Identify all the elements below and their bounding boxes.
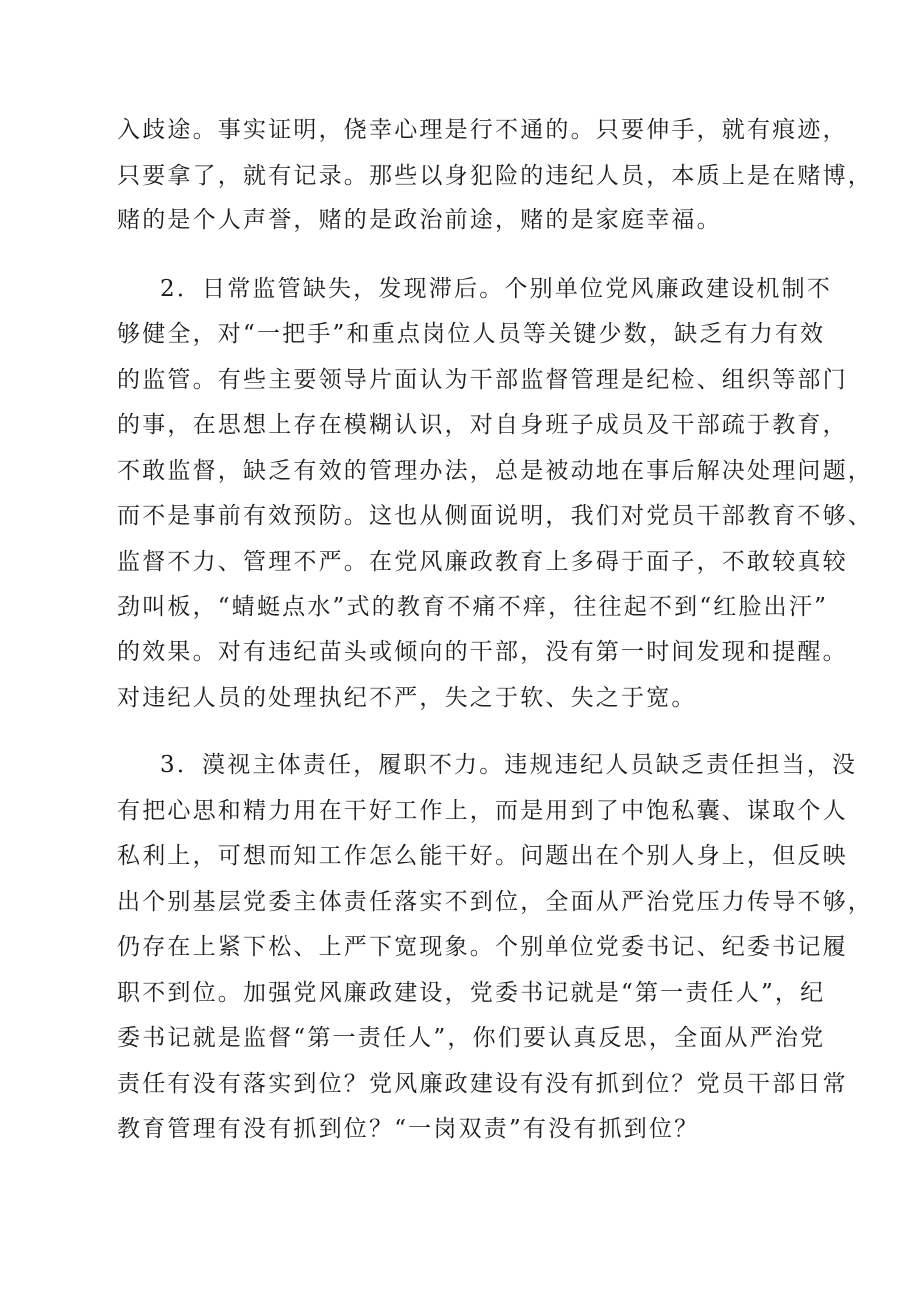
text-line: 有把心思和精力用在干好工作上，而是用到了中饱私囊、谋取个人 bbox=[117, 798, 848, 824]
text-line: 出个别基层党委主体责任落实不到位，全面从严治党压力传导不够， bbox=[117, 889, 873, 915]
text-line: 的效果。对有违纪苗头或倾向的干部，没有第一时间发现和提醒。 bbox=[117, 639, 848, 665]
text-line: 仍存在上紧下松、上严下宽现象。个别单位党委书记、纪委书记履 bbox=[117, 934, 848, 960]
text-line: 只要拿了，就有记录。那些以身犯险的违纪人员，本质上是在赌博， bbox=[117, 163, 873, 189]
text-line: 劲叫板，“蜻蜓点水”式的教育不痛不痒，往往起不到“红脸出汗” bbox=[117, 594, 829, 620]
text-line: 监督不力、管理不严。在党风廉政教育上多碍于面子，不敢较真较 bbox=[117, 549, 848, 575]
text-line: 教育管理有没有抓到位？“一岗双责”有没有抓到位？ bbox=[117, 1116, 700, 1142]
text-line: 的事，在思想上存在模糊认识，对自身班子成员及干部疏于教育， bbox=[117, 412, 848, 438]
text-line: 而不是事前有效预防。这也从侧面说明，我们对党员干部教育不够、 bbox=[117, 503, 873, 529]
text-line: 责任有没有落实到位？党风廉政建设有没有抓到位？党员干部日常 bbox=[117, 1071, 848, 1097]
text-line: 的监管。有些主要领导片面认为干部监督管理是纪检、组织等部门 bbox=[117, 367, 848, 393]
text-line: 赌的是个人声誉，赌的是政治前途，赌的是家庭幸福。 bbox=[117, 207, 722, 233]
paragraph-2-first-line: 2．日常监管缺失，发现滞后。个别单位党风廉政建设机制不 bbox=[160, 276, 833, 302]
text-line: 对违纪人员的处理执纪不严，失之于软、失之于宽。 bbox=[117, 685, 697, 711]
text-line: 委书记就是监督“第一责任人”，你们要认真反思，全面从严治党 bbox=[117, 1025, 826, 1051]
text-line: 职不到位。加强党风廉政建设，党委书记就是“第一责任人”，纪 bbox=[117, 980, 826, 1006]
paragraph-3-first-line: 3．漠视主体责任，履职不力。违规违纪人员缺乏责任担当，没 bbox=[160, 752, 858, 778]
text-line: 私利上，可想而知工作怎么能干好。问题出在个别人身上，但反映 bbox=[117, 843, 848, 869]
text-line: 不敢监督，缺乏有效的管理办法，总是被动地在事后解决处理问题， bbox=[117, 458, 873, 484]
text-line: 够健全，对“一把手”和重点岗位人员等关键少数，缺乏有力有效 bbox=[117, 321, 826, 347]
text-line: 入歧途。事实证明，侥幸心理是行不通的。只要伸手，就有痕迹， bbox=[117, 117, 848, 143]
